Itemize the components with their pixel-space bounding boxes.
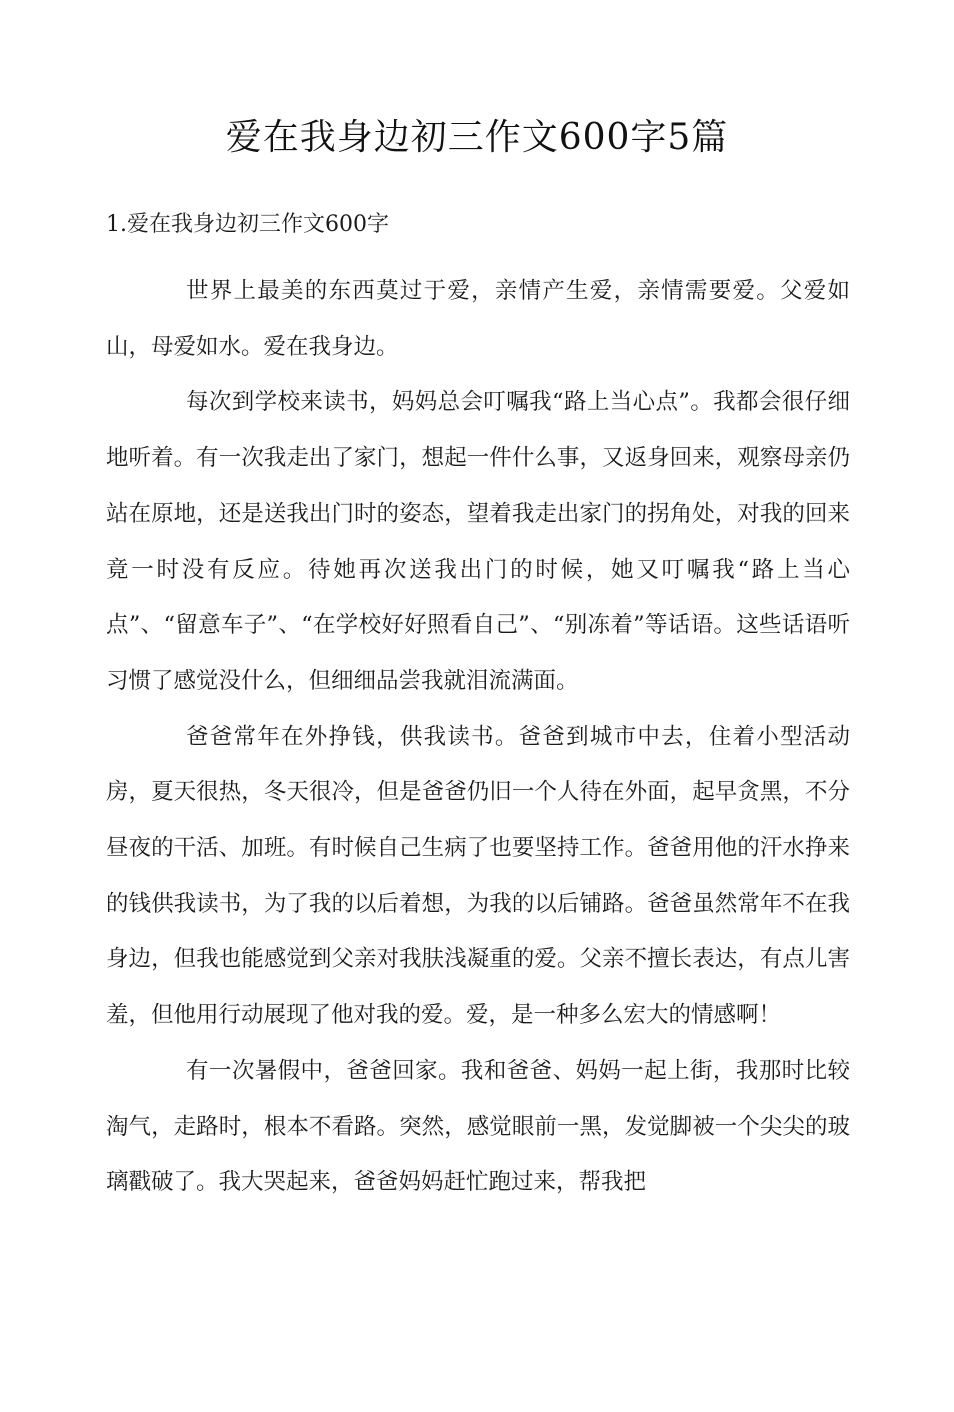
paragraph-4: 有一次暑假中，爸爸回家。我和爸爸、妈妈一起上街，我那时比较淘气，走路时，根本不看路。突然，感觉眼前一黑，发觉脚被一个尖尖的玻璃戳破了。我大哭起来，爸爸妈妈赶忙跑过来，帮我把 bbox=[106, 1057, 850, 1196]
essay-body bbox=[106, 264, 850, 1211]
paragraph-2: 每次到学校来读书，妈妈总会叮嘱我“路上当心点”。我都会很仔细地听着。有一次我走出了家门，想起一件什么事，又返身回来，观察母亲仍站在原地，还是送我出门时的姿态，望着我走出家门的拐角处，对我的回来竟一时没有反应。待她再次送我出门的时候，她又叮嘱我“路上当心点”、“留意车子”、“在学校好好照看自己”、“别冻着”等话语。这些话语听习惯了感觉没什么，但细细品尝我就泪流满面。 bbox=[106, 389, 850, 694]
paragraph-3: 爸爸常年在外挣钱，供我读书。爸爸到城市中去，住着小型活动房，夏天很热，冬天很冷，但是爸爸仍旧一个人待在外面，起早贪黑，不分昼夜的干活、加班。有时候自己生病了也要坚持工作。爸爸用他的汗水挣来的钱供我读书，为了我的以后着想，为我的以后铺路。爸爸虽然常年不在我身边，但我也能感觉到父亲对我肤浅凝重的爱。父亲不擅长表达，有点儿害羞，但他用行动展现了他对我的爱。爱，是一种多么宏大的情感啊！ bbox=[106, 723, 850, 1029]
section-heading: 1.爱在我身边初三作文600字 bbox=[106, 212, 389, 237]
document-title: 爱在我身边初三作文600字5篇 bbox=[225, 117, 729, 158]
paragraph-1: 世界上最美的东西莫过于爱，亲情产生爱，亲情需要爱。父爱如山，母爱如水。爱在我身边。 bbox=[106, 278, 850, 360]
